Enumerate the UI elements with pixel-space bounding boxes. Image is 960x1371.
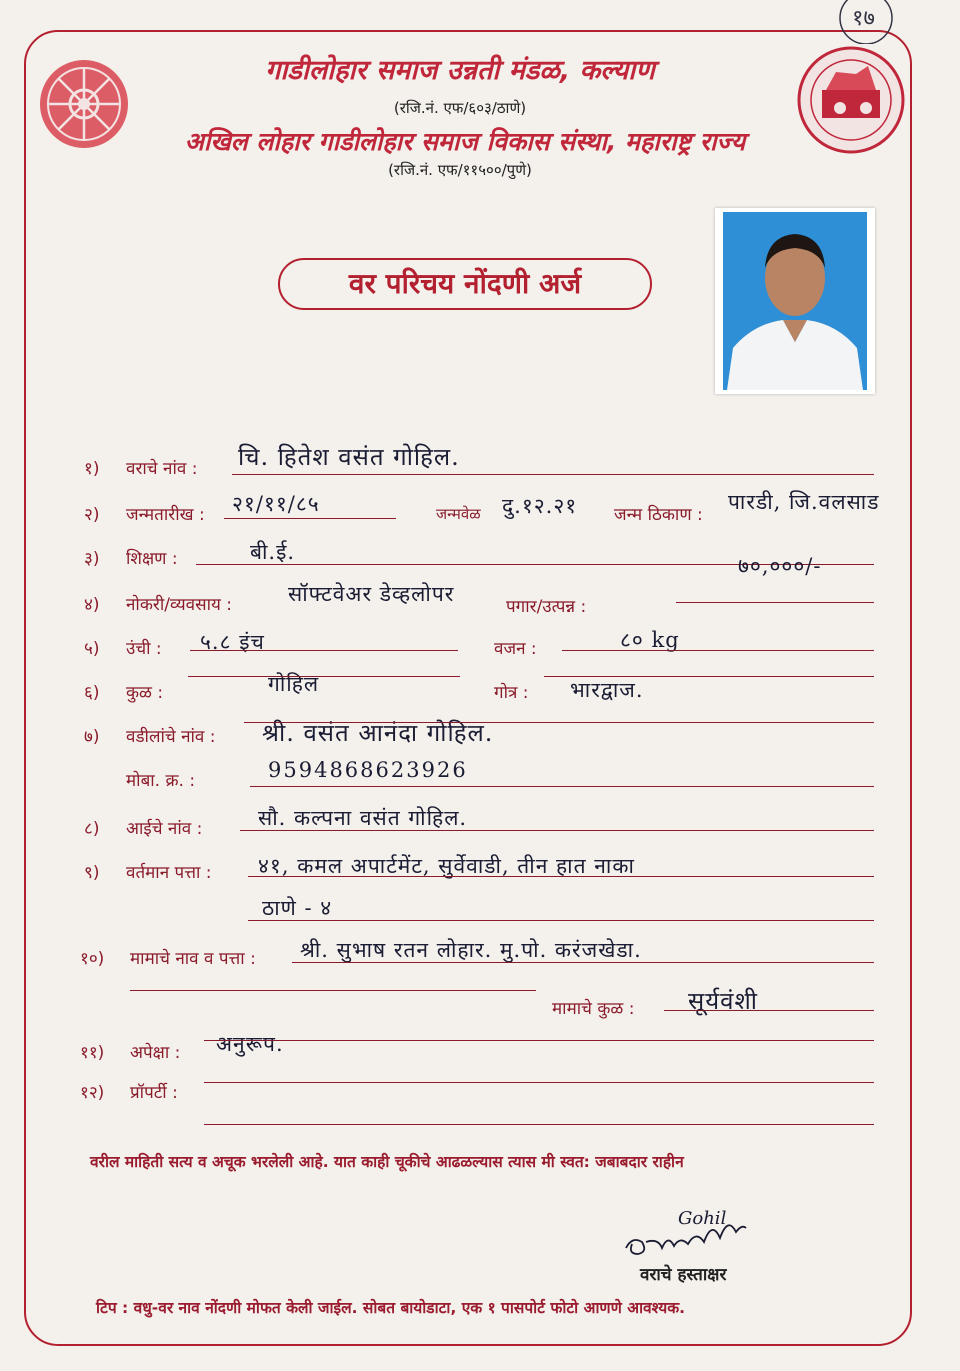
weight-label: वजन :: [494, 639, 537, 659]
declaration-text: वरील माहिती सत्य व अचूक भरलेली आहे. यात काही चूकीचे आढळल्यास त्यास मी स्वत: जबाबदार राहीन: [90, 1153, 684, 1171]
birth-place-label: जन्म ठिकाण :: [614, 505, 703, 525]
row-number: १०): [80, 949, 105, 969]
birth-place-value: पारडी, जि.वलसाड: [728, 490, 880, 514]
gotra-line: [544, 676, 874, 677]
name-label: वराचे नांव :: [126, 459, 198, 479]
row-number: १): [84, 459, 100, 479]
education-value: बी.ई.: [250, 540, 296, 564]
father-line: [244, 722, 874, 723]
right-seal-icon: [796, 44, 906, 156]
mama-line-2: [130, 990, 536, 991]
property-line: [204, 1082, 874, 1083]
job-label: नोकरी/व्यवसाय :: [126, 595, 232, 615]
row-number: ११): [80, 1043, 105, 1063]
mobile-line: [250, 786, 874, 787]
row-number: ६): [84, 683, 100, 703]
mama-kul-label: मामाचे कुळ :: [552, 999, 635, 1019]
expectation-value: अनुरूप.: [216, 1032, 284, 1056]
row-number: ५): [84, 639, 100, 659]
passport-photo: [715, 208, 875, 394]
name-value: चि. हितेश वसंत गोहिल.: [238, 443, 460, 471]
name-line: [232, 474, 874, 475]
mother-value: सौ. कल्पना वसंत गोहिल.: [258, 806, 468, 830]
corner-number-text: १७: [852, 6, 875, 31]
signature: [618, 1208, 758, 1264]
sanstha-name: अखिल लोहार गाडीलोहार समाज विकास संस्था, महाराष्ट्र राज्य: [184, 127, 746, 156]
organization-registration: (रजि.नं. एफ/६०३/ठाणे): [393, 99, 527, 117]
mama-kul-line: [664, 1010, 874, 1011]
address-label: वर्तमान पत्ता :: [126, 863, 212, 883]
education-label: शिक्षण :: [126, 549, 178, 569]
mobile-value: 9594868623926: [268, 758, 468, 782]
mobile-label: मोबा. क्र. :: [126, 771, 196, 791]
mama-line: [292, 962, 874, 963]
birth-time-label: जन्मवेळ: [436, 505, 481, 523]
dob-label: जन्मतारीख :: [126, 505, 205, 525]
mama-label: मामाचे नाव व पत्ता :: [130, 949, 256, 969]
left-seal-icon: [36, 56, 132, 152]
height-label: उंची :: [126, 639, 162, 659]
mother-line: [240, 830, 874, 831]
kul-label: कुळ :: [126, 683, 164, 703]
signature-text: Gohil: [678, 1208, 727, 1229]
expectation-line: [204, 1040, 874, 1041]
height-line: [190, 650, 458, 651]
weight-value: ८० kg: [620, 628, 680, 652]
form-title: वर परिचय नोंदणी अर्ज: [278, 258, 652, 310]
address-line-1: [248, 876, 874, 877]
birth-time-value: दु.१२.२१: [502, 494, 578, 518]
address-value-line1: ४१, कमल अपार्टमेंट, सुर्वेवाडी, तीन हात नाका: [258, 854, 635, 878]
salary-value: ७०,०००/-: [738, 554, 822, 578]
row-number: ३): [84, 549, 100, 569]
signature-label: वराचे हस्ताक्षर: [640, 1265, 727, 1285]
mama-kul-value: सूर्यवंशी: [688, 987, 759, 1015]
address-value-line2: ठाणे - ४: [262, 896, 333, 920]
weight-line: [562, 650, 874, 651]
kul-line: [188, 676, 460, 677]
mama-value: श्री. सुभाष रतन लोहार. मु.पो. करंजखेडा.: [300, 938, 642, 962]
dob-value: २१/११/८५: [232, 492, 320, 516]
sanstha-registration: (रजि.नं. एफ/११५००/पुणे): [388, 161, 532, 179]
father-value: श्री. वसंत आनंदा गोहिल.: [262, 719, 494, 747]
corner-number: [826, 0, 906, 44]
salary-label: पगार/उत्पन्न :: [506, 597, 587, 617]
row-number: ८): [84, 819, 100, 839]
footer-tip: टिप : वधु-वर नाव नोंदणी मोफत केली जाईल. सोबत बायोडाटा, एक १ पासपोर्ट फोटो आणणे आवश्यक.: [96, 1299, 686, 1317]
row-number: ९): [84, 863, 100, 883]
address-line-2: [248, 920, 874, 921]
row-number: २): [84, 505, 100, 525]
organization-name: गाडीलोहार समाज उन्नती मंडळ, कल्याण: [265, 55, 655, 86]
row-number: ४): [84, 595, 100, 615]
property-label: प्रॉपर्टी :: [130, 1083, 178, 1103]
kul-value: गोहिल: [268, 672, 320, 696]
gotra-label: गोत्र :: [494, 683, 529, 703]
expectation-label: अपेक्षा :: [130, 1043, 181, 1063]
row-number: १२): [80, 1083, 105, 1103]
gotra-value: भारद्वाज.: [570, 678, 644, 702]
father-label: वडीलांचे नांव :: [126, 727, 216, 747]
property-line-2: [204, 1124, 874, 1125]
dob-line: [224, 518, 396, 519]
mother-label: आईचे नांव :: [126, 819, 203, 839]
person-photo-icon: [723, 212, 867, 390]
job-value: सॉफ्टवेअर डेव्हलोपर: [288, 582, 455, 606]
salary-line: [676, 602, 874, 603]
height-value: ५.८ इंच: [200, 630, 265, 654]
row-number: ७): [84, 727, 100, 747]
